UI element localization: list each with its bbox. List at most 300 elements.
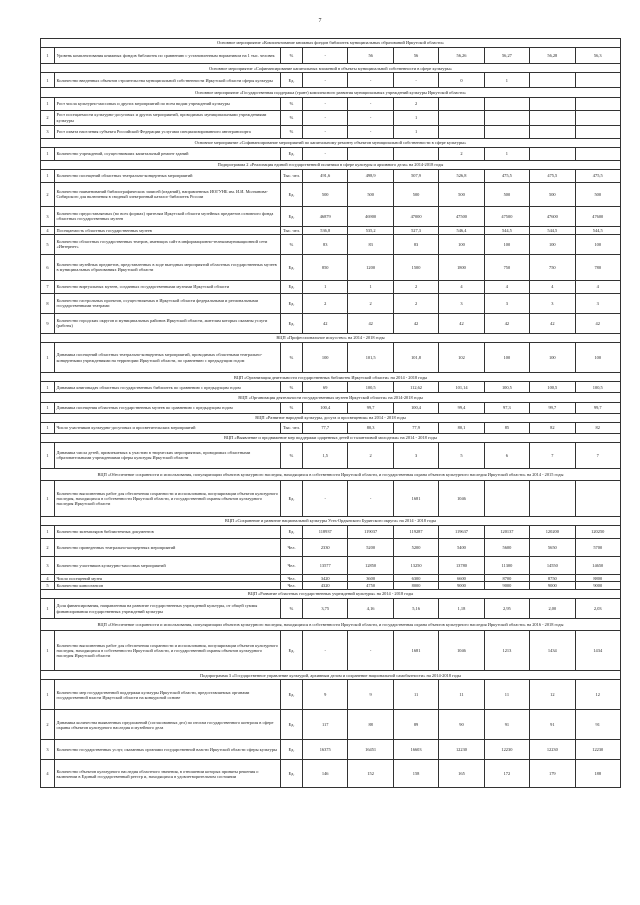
indicator-value: 1: [484, 147, 529, 160]
indicator-value: 99,7: [348, 402, 393, 413]
table-row: [41, 382, 621, 393]
indicator-value: 3: [575, 293, 620, 313]
indicator-value: 500: [348, 182, 393, 206]
section-title: ВЦП «Профессиональное искусство» на 2014 - 2018 годы: [41, 333, 621, 342]
section-title: ВЦП «Организация деятельности государственных музеев Иркутской области» на 2014-2018 годы: [41, 393, 621, 402]
indicator-value: 9: [348, 680, 393, 710]
unit-of-measure: Чел.: [281, 575, 303, 582]
indicator-value: 8000: [393, 582, 438, 589]
indicator-value: 56: [393, 48, 438, 64]
indicator-value: 2: [348, 442, 393, 468]
indicator-value: 12230: [484, 740, 529, 760]
indicator-value: 5200: [393, 539, 438, 557]
table-row: [41, 280, 621, 293]
row-number: 5: [41, 234, 55, 254]
unit-of-measure: Ед.: [281, 293, 303, 313]
table-row: [41, 169, 621, 182]
indicator-value: 47600: [575, 206, 620, 226]
indicator-value: 100: [303, 343, 348, 373]
indicator-value: 91: [530, 710, 575, 740]
indicator-name: Рост охвата населения субъекта Российской Федерации услугами специализированного автотранспорта: [55, 125, 281, 138]
indicator-value: 14550: [530, 557, 575, 575]
table-row: [41, 110, 621, 125]
indicator-value: [439, 97, 484, 110]
row-number: 2: [41, 110, 55, 125]
indicator-value: [484, 480, 529, 516]
unit-of-measure: Ед.: [281, 313, 303, 333]
row-number: 1: [41, 480, 55, 516]
indicator-name: Количество участников культурно-массовых мероприятий: [55, 557, 281, 575]
indicator-value: -: [348, 73, 393, 88]
indicator-value: [530, 147, 575, 160]
indicator-value: 42: [484, 313, 529, 333]
row-number: 9: [41, 313, 55, 333]
indicator-value: 80,3: [348, 422, 393, 433]
indicator-value: 2,00: [530, 599, 575, 619]
unit-of-measure: Ед.: [281, 206, 303, 226]
row-number: 2: [41, 539, 55, 557]
table-row: [41, 557, 621, 575]
indicator-value: -: [303, 97, 348, 110]
indicator-value: 42: [348, 313, 393, 333]
indicator-name: Количество мер государственной поддержки культуры Иркутской области, предоставляемых органами государственной власти Иркутской области на конкурсной основе: [55, 680, 281, 710]
indicator-value: 3: [530, 293, 575, 313]
indicator-value: 500: [439, 182, 484, 206]
unit-of-measure: Тыс. чел.: [281, 226, 303, 234]
indicator-value: 100: [575, 234, 620, 254]
indicator-value: -: [303, 125, 348, 138]
indicator-value: 100: [575, 343, 620, 373]
indicator-value: [530, 480, 575, 516]
row-number: 1: [41, 169, 55, 182]
row-number: 1: [41, 599, 55, 619]
unit-of-measure: %: [281, 382, 303, 393]
row-number: 1: [41, 382, 55, 393]
indicator-value: 3: [393, 442, 438, 468]
indicator-value: -: [348, 480, 393, 516]
indicator-value: 101,14: [439, 382, 484, 393]
indicator-value: [530, 125, 575, 138]
indicator-name: Количество выполненных работ для обеспечения сохранности и использования, популяризации объектов культурного наследия, находящихся в собственности Иркутской области, и государственной охраны объектов культурного наследия Иркутской области: [55, 631, 281, 671]
row-number: 1: [41, 680, 55, 710]
section-header-row: [41, 516, 621, 525]
indicator-value: 47500: [439, 206, 484, 226]
section-title: Основное мероприятие «Государственная поддержка (грант) комплексного развития муниципальных учреждений культуры Иркутской области»: [41, 88, 621, 97]
indicator-name: Количество проведенных театрально-концертных мероприятий: [55, 539, 281, 557]
row-number: 1: [41, 402, 55, 413]
indicator-name: Количество музейных предметов, представленных в ходе выездных мероприятий областных государственных музеев в муниципальных образованиях Иркутской области: [55, 254, 281, 280]
indicator-value: 1: [348, 280, 393, 293]
indicator-value: 9000: [484, 582, 529, 589]
row-number: 3: [41, 206, 55, 226]
indicator-value: 85: [484, 422, 529, 433]
indicator-value: [530, 73, 575, 88]
unit-of-measure: %: [281, 234, 303, 254]
table-row: [41, 234, 621, 254]
section-title: Подпрограмма 3 «Государственное управление культурой, архивным делом и сохранение национальной самобытности» на 2014-2018 годы: [41, 671, 621, 680]
indicator-value: -: [348, 631, 393, 671]
section-header-row: [41, 393, 621, 402]
section-title: ВЦП «Организация деятельности государственных библиотек Иркутской области» на 2014 - 2018 годы: [41, 373, 621, 382]
unit-of-measure: Чел.: [281, 582, 303, 589]
section-header-row: [41, 468, 621, 480]
indicator-value: 12: [575, 680, 620, 710]
indicator-value: 9: [303, 680, 348, 710]
table-row: [41, 182, 621, 206]
indicator-name: Динамика числа детей, привлекаемых к участию в творческих мероприятиях, проводимых областными образовательными учреждениями сферы культуры Иркутской области: [55, 442, 281, 468]
indicator-name: Количество предоставляемых (во всех формах) зрителям Иркутской области музейных предметов основного фонда областных государственных музеев: [55, 206, 281, 226]
indicator-value: 0: [439, 73, 484, 88]
indicator-value: 5650: [530, 539, 575, 557]
indicator-value: [484, 97, 529, 110]
indicator-value: 8750: [530, 575, 575, 582]
indicator-value: 12230: [530, 740, 575, 760]
table-row: [41, 526, 621, 539]
unit-of-measure: Ед.: [281, 760, 303, 788]
indicator-value: 16603: [393, 740, 438, 760]
unit-of-measure: Ед.: [281, 147, 303, 160]
unit-of-measure: Ед.: [281, 182, 303, 206]
row-number: 1: [41, 343, 55, 373]
indicator-value: 16375: [303, 740, 348, 760]
section-title: ВЦП «Обеспечение сохранности и использования, популяризации объектов культурного наследия, находящихся в собственности Иркутской области, и государственная охрана объектов культурного наследия Иркутской области» на 2016 - 2018 годы: [41, 619, 621, 631]
indicator-value: 83: [303, 234, 348, 254]
indicator-value: 2: [303, 293, 348, 313]
indicator-value: 475,5: [530, 169, 575, 182]
indicator-value: 6: [484, 442, 529, 468]
indicator-value: 546,4: [439, 226, 484, 234]
indicator-value: 500: [530, 182, 575, 206]
indicator-value: -: [348, 110, 393, 125]
indicator-value: [439, 125, 484, 138]
indicator-value: 100: [484, 234, 529, 254]
indicator-value: 56: [348, 48, 393, 64]
indicator-value: 2: [393, 280, 438, 293]
indicator-value: 526,8: [439, 169, 484, 182]
indicator-value: 188: [575, 760, 620, 788]
section-header-row: [41, 619, 621, 631]
row-number: 1: [41, 48, 55, 64]
unit-of-measure: %: [281, 97, 303, 110]
unit-of-measure: %: [281, 599, 303, 619]
indicator-value: 69: [303, 382, 348, 393]
table-row: [41, 599, 621, 619]
indicator-value: 5200: [348, 539, 393, 557]
indicator-value: 11300: [484, 557, 529, 575]
row-number: 7: [41, 280, 55, 293]
indicator-value: 112,62: [393, 382, 438, 393]
indicator-value: 1213: [484, 631, 529, 671]
indicator-value: 850: [303, 254, 348, 280]
table-row: [41, 442, 621, 468]
indicator-value: 491,6: [303, 169, 348, 182]
indicator-value: 475,5: [575, 169, 620, 182]
indicator-value: 1500: [393, 254, 438, 280]
indicator-name: Количество выполненных работ для обеспечения сохранности и использования, популяризации объектов культурного наследия, находящихся в собственности Иркутской области, и государственной охраны объектов культурного наследия Иркутской области: [55, 480, 281, 516]
table-row: [41, 760, 621, 788]
indicator-value: 544,5: [484, 226, 529, 234]
row-number: 1: [41, 631, 55, 671]
section-header-row: [41, 671, 621, 680]
indicator-value: 1: [393, 110, 438, 125]
indicator-value: 780: [575, 254, 620, 280]
indicator-value: 120250: [575, 526, 620, 539]
row-number: 2: [41, 182, 55, 206]
row-number: 2: [41, 710, 55, 740]
indicator-value: 100,4: [393, 402, 438, 413]
indicator-value: 750: [530, 254, 575, 280]
indicator-value: 1200: [348, 254, 393, 280]
indicator-value: -: [303, 48, 348, 64]
indicator-value: 6300: [393, 575, 438, 582]
table-row: [41, 631, 621, 671]
indicator-value: 9000: [439, 582, 484, 589]
section-header-row: [41, 39, 621, 48]
indicator-value: 100,5: [530, 382, 575, 393]
indicator-name: Количество киносеансов: [55, 582, 281, 589]
indicator-value: 119287: [393, 526, 438, 539]
indicator-value: 146: [303, 760, 348, 788]
table-row: [41, 206, 621, 226]
section-title: ВЦП «Развитие народной культуры, досуга и просвещения» на 2014 - 2018 годы: [41, 413, 621, 422]
indicator-value: 13577: [303, 557, 348, 575]
indicator-value: -: [303, 110, 348, 125]
indicator-name: Количество введенных объектов строительства муниципальной собственности Иркутской области сферы культуры: [55, 73, 281, 88]
indicator-value: 119037: [348, 526, 393, 539]
indicator-value: 8800: [575, 575, 620, 582]
indicator-value: 1,18: [439, 599, 484, 619]
indicator-value: -: [393, 73, 438, 88]
indicator-value: 89: [393, 710, 438, 740]
indicator-value: 100,5: [484, 382, 529, 393]
indicator-value: 118937: [303, 526, 348, 539]
indicator-name: Число посещений музея: [55, 575, 281, 582]
table-row: [41, 48, 621, 64]
indicator-value: 9000: [575, 582, 620, 589]
indicator-name: Уровень комплектования книжных фондов библиотек по сравнению с установленным нормативом на 1 тыс. человек: [55, 48, 281, 64]
indicator-value: 56,28: [530, 48, 575, 64]
row-number: 8: [41, 293, 55, 313]
indicator-value: [530, 97, 575, 110]
indicator-value: 100: [530, 234, 575, 254]
indicator-value: 100,5: [348, 382, 393, 393]
indicator-name: Динамика посещения областных государственных музеев по сравнению с предыдущим годом: [55, 402, 281, 413]
indicator-value: 500: [303, 182, 348, 206]
indicator-value: 500: [575, 182, 620, 206]
indicator-value: 7: [530, 442, 575, 468]
indicator-name: Количество наименований библиографических записей (изданий), направленных ИОГУНБ им. И.И. Молчанова-Сибирского для включения в сводный электронный каталог библиотек России: [55, 182, 281, 206]
indicator-value: 91: [575, 710, 620, 740]
unit-of-measure: Ед.: [281, 280, 303, 293]
indicator-value: 2: [439, 147, 484, 160]
row-number: 3: [41, 125, 55, 138]
indicator-value: 77,7: [303, 422, 348, 433]
unit-of-measure: Чел.: [281, 539, 303, 557]
indicator-value: 42: [439, 313, 484, 333]
indicator-value: 42: [303, 313, 348, 333]
row-number: 4: [41, 226, 55, 234]
indicator-value: 5600: [484, 539, 529, 557]
indicator-value: 100,4: [303, 402, 348, 413]
indicator-value: 3420: [303, 575, 348, 582]
section-header-row: [41, 413, 621, 422]
indicator-value: [530, 110, 575, 125]
unit-of-measure: Ед.: [281, 631, 303, 671]
indicator-value: 4320: [303, 582, 348, 589]
indicator-name: Число участников культурно-досуговых и просветительских мероприятий: [55, 422, 281, 433]
indicator-value: 1,5: [303, 442, 348, 468]
indicator-value: 97,3: [484, 402, 529, 413]
indicator-value: 158: [393, 760, 438, 788]
indicator-value: 1681: [393, 631, 438, 671]
table-row: [41, 343, 621, 373]
indicator-value: 2: [348, 293, 393, 313]
row-number: 1: [41, 422, 55, 433]
indicator-value: 56,3: [575, 48, 620, 64]
section-title: Основное мероприятие «Комплектование книжных фондов библиотек муниципальных образований Иркутской области»: [41, 39, 621, 48]
indicator-value: 56,26: [439, 48, 484, 64]
indicator-name: Количество государственных услуг, оказанных органами государственной власти Иркутской области сферы культуры: [55, 740, 281, 760]
table-row: [41, 575, 621, 582]
indicator-value: -: [303, 480, 348, 516]
indicator-value: 6600: [439, 575, 484, 582]
indicator-value: [575, 110, 620, 125]
indicator-value: 1434: [530, 631, 575, 671]
table-row: [41, 422, 621, 433]
indicator-name: Количество областных государственных театров, имеющих сайт в информационно-телекоммуникационной сети «Интернет»: [55, 234, 281, 254]
row-number: 1: [41, 73, 55, 88]
indicator-value: 101,5: [348, 343, 393, 373]
indicator-value: 5700: [575, 539, 620, 557]
indicator-value: 12230: [439, 740, 484, 760]
section-title: ВЦП «Развитие областных государственных учреждений культуры» на 2014 - 2018 годы: [41, 589, 621, 598]
section-title: ВЦП «Обеспечение сохранности и использования, популяризации объектов культурного наследия, находящихся в собственности Иркутской области, и государственная охрана объектов культурного наследия Иркутской области» на 2014 - 2015 годы: [41, 468, 621, 480]
indicator-value: 4750: [348, 582, 393, 589]
unit-of-measure: %: [281, 442, 303, 468]
indicator-value: 12230: [575, 740, 620, 760]
indicator-value: 46879: [303, 206, 348, 226]
indicator-value: 527,3: [393, 226, 438, 234]
indicator-value: 11: [393, 680, 438, 710]
indicator-value: 544,5: [575, 226, 620, 234]
unit-of-measure: Ед.: [281, 740, 303, 760]
indicator-value: 165: [439, 760, 484, 788]
indicator-value: 152: [348, 760, 393, 788]
indicator-value: 12: [530, 680, 575, 710]
section-header-row: [41, 64, 621, 73]
indicator-value: 535,2: [348, 226, 393, 234]
indicator-value: 179: [530, 760, 575, 788]
indicator-value: 47500: [484, 206, 529, 226]
table-row: [41, 402, 621, 413]
indicator-value: 3600: [348, 575, 393, 582]
unit-of-measure: Чел.: [281, 557, 303, 575]
indicator-value: 1: [303, 280, 348, 293]
row-number: 3: [41, 740, 55, 760]
indicator-value: 11: [484, 680, 529, 710]
indicator-value: 507,9: [393, 169, 438, 182]
table-row: [41, 254, 621, 280]
indicator-name: Динамика книговыдач областных государственных библиотек по сравнению с предыдущим годом: [55, 382, 281, 393]
indicator-value: -: [348, 97, 393, 110]
indicator-value: [575, 147, 620, 160]
row-number: 4: [41, 575, 55, 582]
indicator-value: 120200: [530, 526, 575, 539]
indicator-value: 101,8: [393, 343, 438, 373]
indicator-value: 46900: [348, 206, 393, 226]
indicator-value: [575, 73, 620, 88]
indicator-value: [484, 110, 529, 125]
unit-of-measure: Ед.: [281, 480, 303, 516]
table-row: [41, 539, 621, 557]
indicator-value: 4,16: [348, 599, 393, 619]
section-header-row: [41, 88, 621, 97]
indicator-value: -: [303, 631, 348, 671]
section-header-row: [41, 373, 621, 382]
row-number: 3: [41, 557, 55, 575]
indicator-value: 5: [439, 442, 484, 468]
indicator-value: 120137: [484, 526, 529, 539]
indicator-value: 80,1: [439, 422, 484, 433]
indicator-value: 12850: [348, 557, 393, 575]
indicator-value: 1434: [575, 631, 620, 671]
section-header-row: [41, 433, 621, 442]
indicator-value: 42: [575, 313, 620, 333]
indicator-value: 1800: [439, 254, 484, 280]
indicator-value: 5400: [439, 539, 484, 557]
indicator-name: Рост числа культурно-массовых и других мероприятий по всем видам учреждений культуры: [55, 97, 281, 110]
table-row: [41, 680, 621, 710]
section-title: Основное мероприятие «Софинансирование мероприятий по капитальному ремонту объектов муниципальной собственности в сфере культуры»: [41, 138, 621, 147]
indicator-value: 82: [530, 422, 575, 433]
table-row: [41, 582, 621, 589]
indicator-value: 2: [393, 97, 438, 110]
unit-of-measure: %: [281, 402, 303, 413]
indicator-value: 102: [439, 343, 484, 373]
unit-of-measure: %: [281, 125, 303, 138]
unit-of-measure: Тыс. чел.: [281, 169, 303, 182]
table-row: [41, 125, 621, 138]
indicator-value: 100,5: [575, 382, 620, 393]
indicator-value: [575, 480, 620, 516]
indicator-value: 2,03: [575, 599, 620, 619]
row-number: 1: [41, 526, 55, 539]
indicator-value: [393, 147, 438, 160]
row-number: 1: [41, 97, 55, 110]
indicator-value: 4: [575, 280, 620, 293]
indicator-value: 750: [484, 254, 529, 280]
indicator-value: 14650: [575, 557, 620, 575]
indicator-name: Количество посещений областных театрально-концертных мероприятий: [55, 169, 281, 182]
table-row: [41, 480, 621, 516]
indicator-name: Количество гастрольных проектов, осуществляемых в Иркутской области федеральными и региональными государственными театрами: [55, 293, 281, 313]
unit-of-measure: Тыс. чел.: [281, 422, 303, 433]
indicator-value: 500: [393, 182, 438, 206]
indicator-value: 475,5: [484, 169, 529, 182]
indicator-value: 536,8: [303, 226, 348, 234]
indicator-value: 99,4: [439, 402, 484, 413]
indicator-value: 9000: [530, 582, 575, 589]
table-row: [41, 710, 621, 740]
indicator-value: 1046: [439, 480, 484, 516]
indicator-value: [348, 147, 393, 160]
indicator-name: Количество виртуальных музеев, созданных государственными музеями Иркутской области: [55, 280, 281, 293]
indicator-value: 3: [439, 293, 484, 313]
indicator-value: 90: [439, 710, 484, 740]
indicator-value: [439, 110, 484, 125]
indicator-value: 117: [303, 710, 348, 740]
indicator-value: 42: [530, 313, 575, 333]
